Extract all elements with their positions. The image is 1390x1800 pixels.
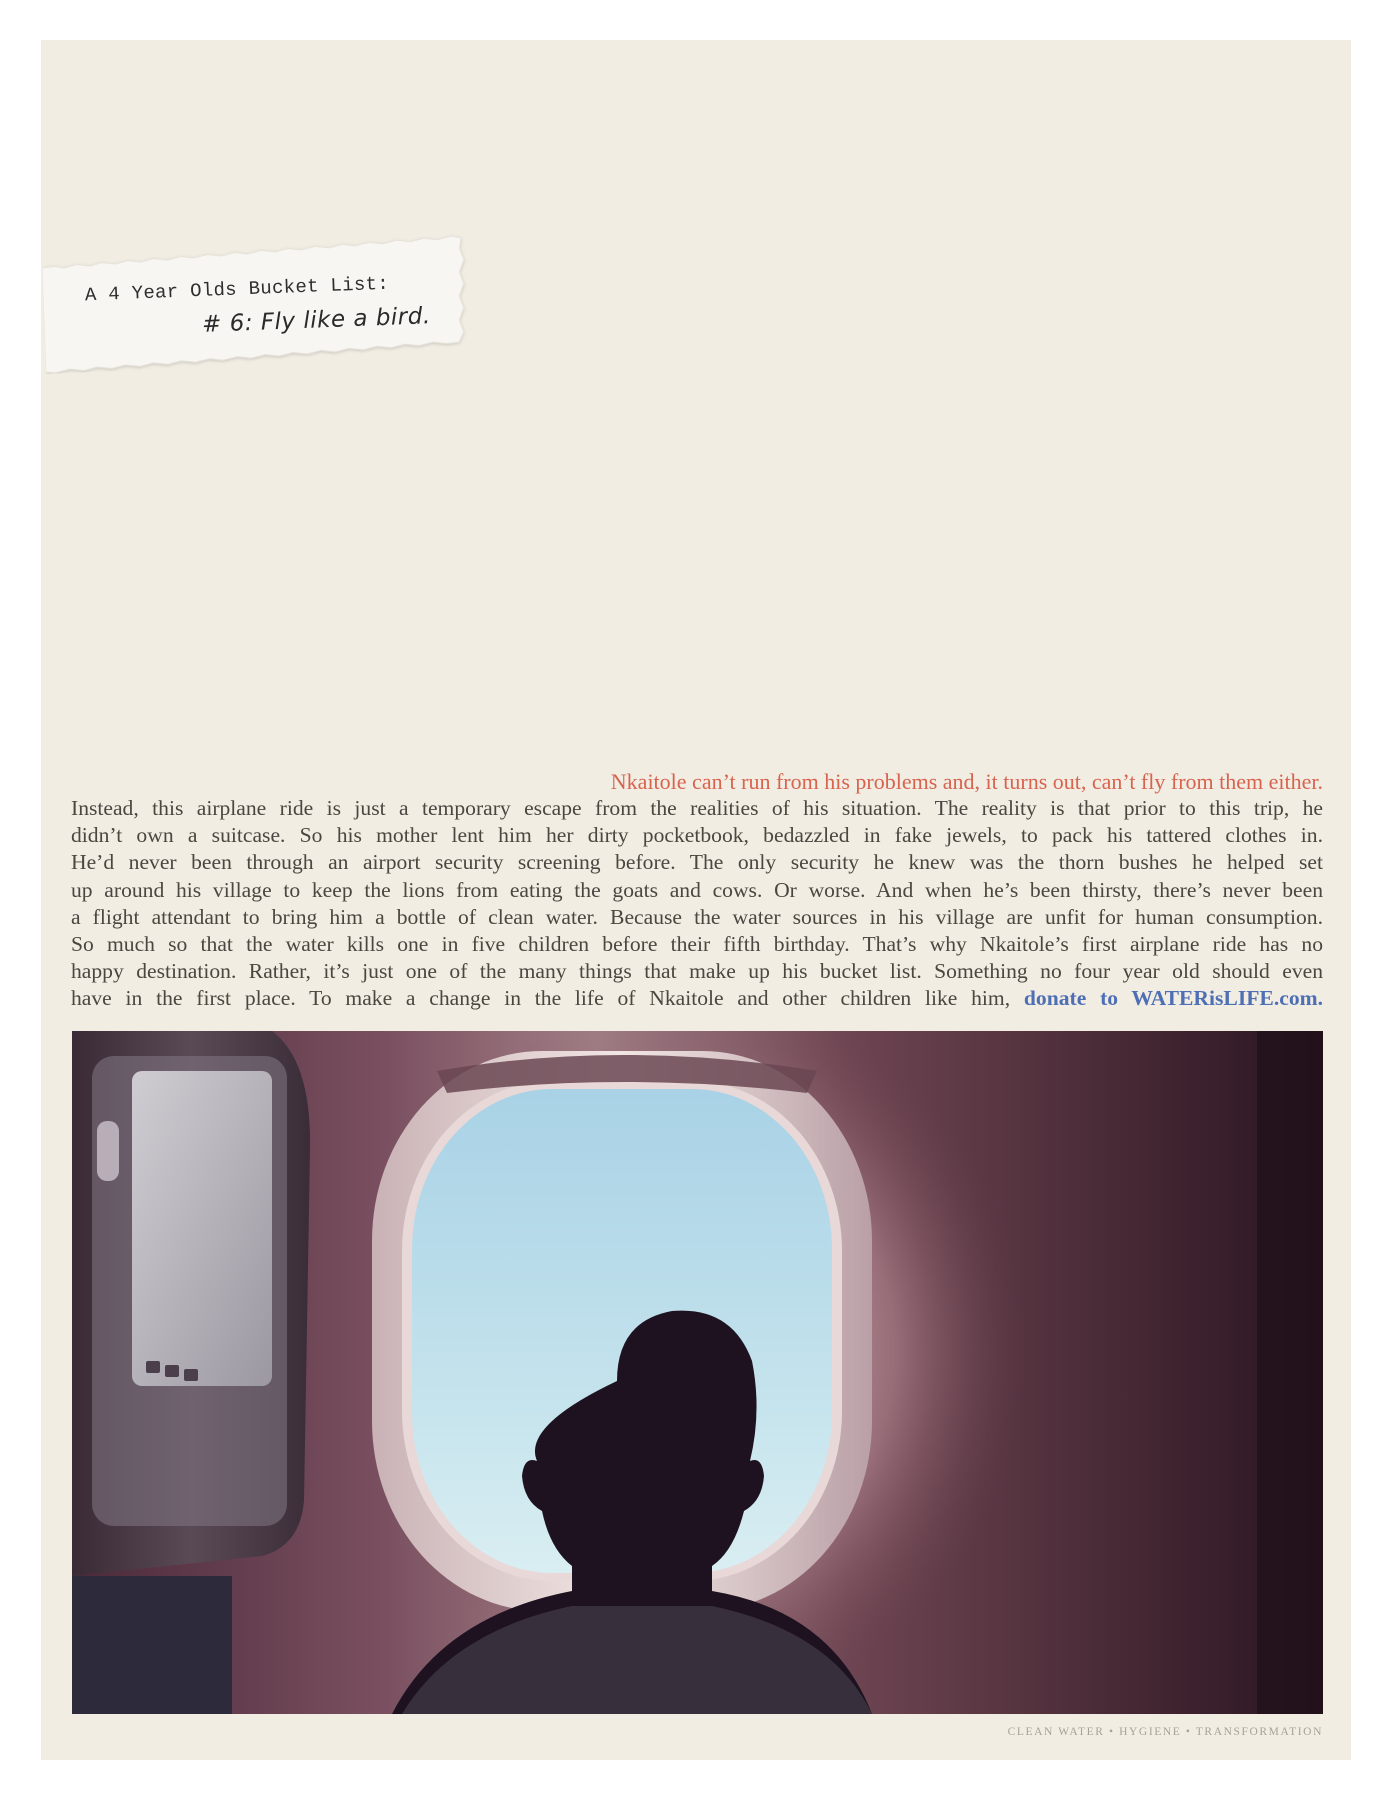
body-line: didn’t own a suitcase. So his mother lent him her dirty pocketbook, bedazzled in fake jewels, to pack his tattered clothes in. [71,823,1323,848]
note-bucket-item: # 6: Fly like a bird. [201,303,432,338]
body-line: He’d never been through an airport security screening before. The only security he knew was the thorn bushes he helped set [71,850,1323,875]
body-line: So much so that the water kills one in five children before their fifth birthday. That’s why Nkaitole’s first airplane ride has no [71,932,1323,957]
donate-link[interactable]: donate to WATERisLIFE.com. [1023,986,1323,1011]
note-title: A 4 Year Olds Bucket List: [84,272,390,307]
body-copy [71,795,1323,1013]
headline: Nkaitole can’t run from his problems and, it turns out, can’t fly from them either. [610,769,1323,794]
body-last-line-text: have in the first place. To make a change in the life of Nkaitole and other children like him, [71,986,1011,1011]
body-line: up around his village to keep the lions from eating the goats and cows. Or worse. And when he’s been thirsty, there’s never been [71,877,1323,902]
ad-page [41,40,1351,1760]
body-line: Instead, this airplane ride is just a temporary escape from the realities of his situation. The reality is that prior to this trip, he [71,796,1323,820]
torn-paper-note [41,230,472,374]
body-line: a flight attendant to bring him a bottle of clean water. Because the water sources in his village are unfit for human consumption. [71,904,1323,929]
body-last-line [71,985,1323,1012]
body-line: happy destination. Rather, it’s just one of the many things that make up his bucket list. Something no four year old should even [71,959,1323,984]
airplane-window-photo [72,1031,1323,1714]
photo-illustration [72,1031,1323,1714]
footer-tagline: CLEAN WATER • HYGIENE • TRANSFORMATION [1007,1726,1323,1738]
